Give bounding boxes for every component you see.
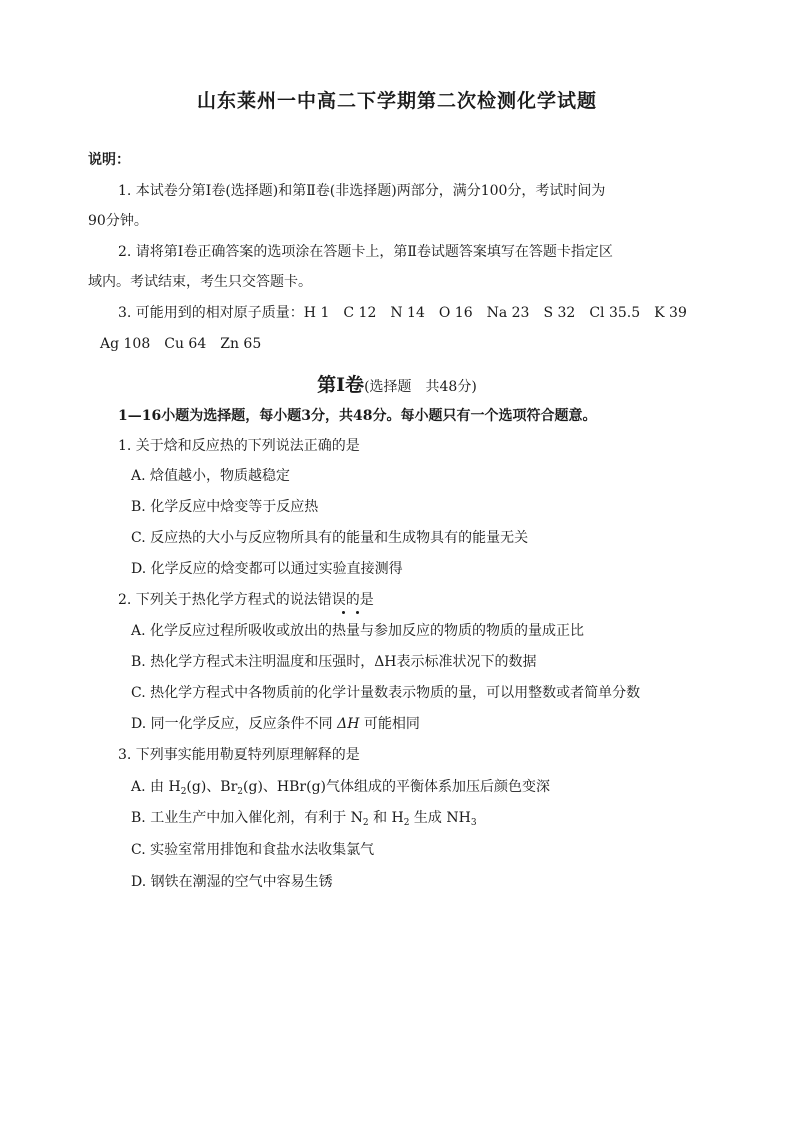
q3-b-prefix: B. 工业生产中加入催化剂，有利于 N bbox=[131, 810, 363, 826]
note-3-line-2: Ag 108 Cu 64 Zn 65 bbox=[100, 336, 262, 352]
section-title: 第Ⅰ卷 bbox=[317, 374, 365, 396]
subscript: 2 bbox=[403, 818, 410, 828]
section-subtitle: (选择题 共48分) bbox=[364, 379, 477, 395]
note-1-line-2: 90分钟。 bbox=[88, 213, 148, 229]
formula-h: H bbox=[168, 779, 181, 795]
q3-b-gen: 生成 NH bbox=[409, 810, 471, 826]
q1-option-d: D. 化学反应的焓变都可以通过实验直接测得 bbox=[131, 561, 403, 577]
q2-option-d-tail: 可能相同 bbox=[363, 716, 420, 732]
q3-option-a bbox=[131, 777, 550, 797]
notes-heading: 说明： bbox=[88, 152, 130, 168]
q2-option-a: A. 化学反应过程所吸收或放出的热量与参加反应的物质的物质的量成正比 bbox=[131, 623, 585, 639]
note-2-line-2: 域内。考试结束，考生只交答题卡。 bbox=[88, 274, 312, 290]
q1-stem: 1. 关于焓和反应热的下列说法正确的是 bbox=[118, 438, 360, 454]
q3-option-c: C. 实验室常用排饱和食盐水法收集氯气 bbox=[131, 842, 375, 858]
q2-stem: 2. 下列关于热化学方程式的说法错误的是 bbox=[118, 592, 374, 608]
formula-br: (g)、Br bbox=[186, 779, 238, 795]
q1-option-b: B. 化学反应中焓变等于反应热 bbox=[131, 499, 319, 515]
q3-stem: 3. 下列事实能用勒夏特列原理解释的是 bbox=[118, 747, 360, 763]
q3-b-and: 和 H bbox=[368, 810, 404, 826]
q2-option-b: B. 热化学方程式未注明温度和压强时，ΔH表示标准状况下的数据 bbox=[131, 654, 537, 670]
q3-a-prefix: A. 由 bbox=[131, 779, 165, 795]
subscript: 2 bbox=[362, 818, 369, 828]
q2-option-d bbox=[131, 714, 420, 734]
q2-option-d-text: D. 同一化学反应，反应条件不同 bbox=[131, 716, 333, 732]
q3-a-tail: (g)、HBr(g)气体组成的平衡体系加压后颜色变深 bbox=[243, 779, 550, 795]
q3-option-b bbox=[131, 808, 477, 828]
page-title: 山东莱州一中高二下学期第二次检测化学试题 bbox=[196, 90, 597, 112]
emphasis-dot bbox=[356, 611, 359, 614]
q2-option-c: C. 热化学方程式中各物质前的化学计量数表示物质的量，可以用整数或者简单分数 bbox=[131, 685, 641, 701]
section-heading bbox=[0, 370, 794, 397]
q3-option-d: D. 钢铁在潮湿的空气中容易生锈 bbox=[131, 874, 333, 890]
q1-option-a: A. 焓值越小，物质越稳定 bbox=[131, 468, 291, 484]
note-3-line-1: 3. 可能用到的相对原子质量：H 1 C 12 N 14 O 16 Na 23 S 32 Cl 35.5 K 39 bbox=[118, 305, 687, 321]
emphasis-dot bbox=[342, 611, 345, 614]
note-2-line-1: 2. 请将第Ⅰ卷正确答案的选项涂在答题卡上，第Ⅱ卷试题答案填写在答题卡指定区 bbox=[118, 244, 613, 260]
subscript: 3 bbox=[470, 818, 477, 828]
q1-option-c: C. 反应热的大小与反应物所具有的能量和生成物具有的能量无关 bbox=[131, 530, 529, 546]
delta-h-symbol: ΔH bbox=[337, 716, 360, 732]
subscript: 2 bbox=[180, 787, 187, 797]
subscript: 2 bbox=[237, 787, 244, 797]
section-instruction: 1—16小题为选择题，每小题3分，共48分。每小题只有一个选项符合题意。 bbox=[118, 408, 597, 424]
note-1-line-1: 1. 本试卷分第Ⅰ卷(选择题)和第Ⅱ卷(非选择题)两部分，满分100分，考试时间为 bbox=[118, 183, 606, 199]
